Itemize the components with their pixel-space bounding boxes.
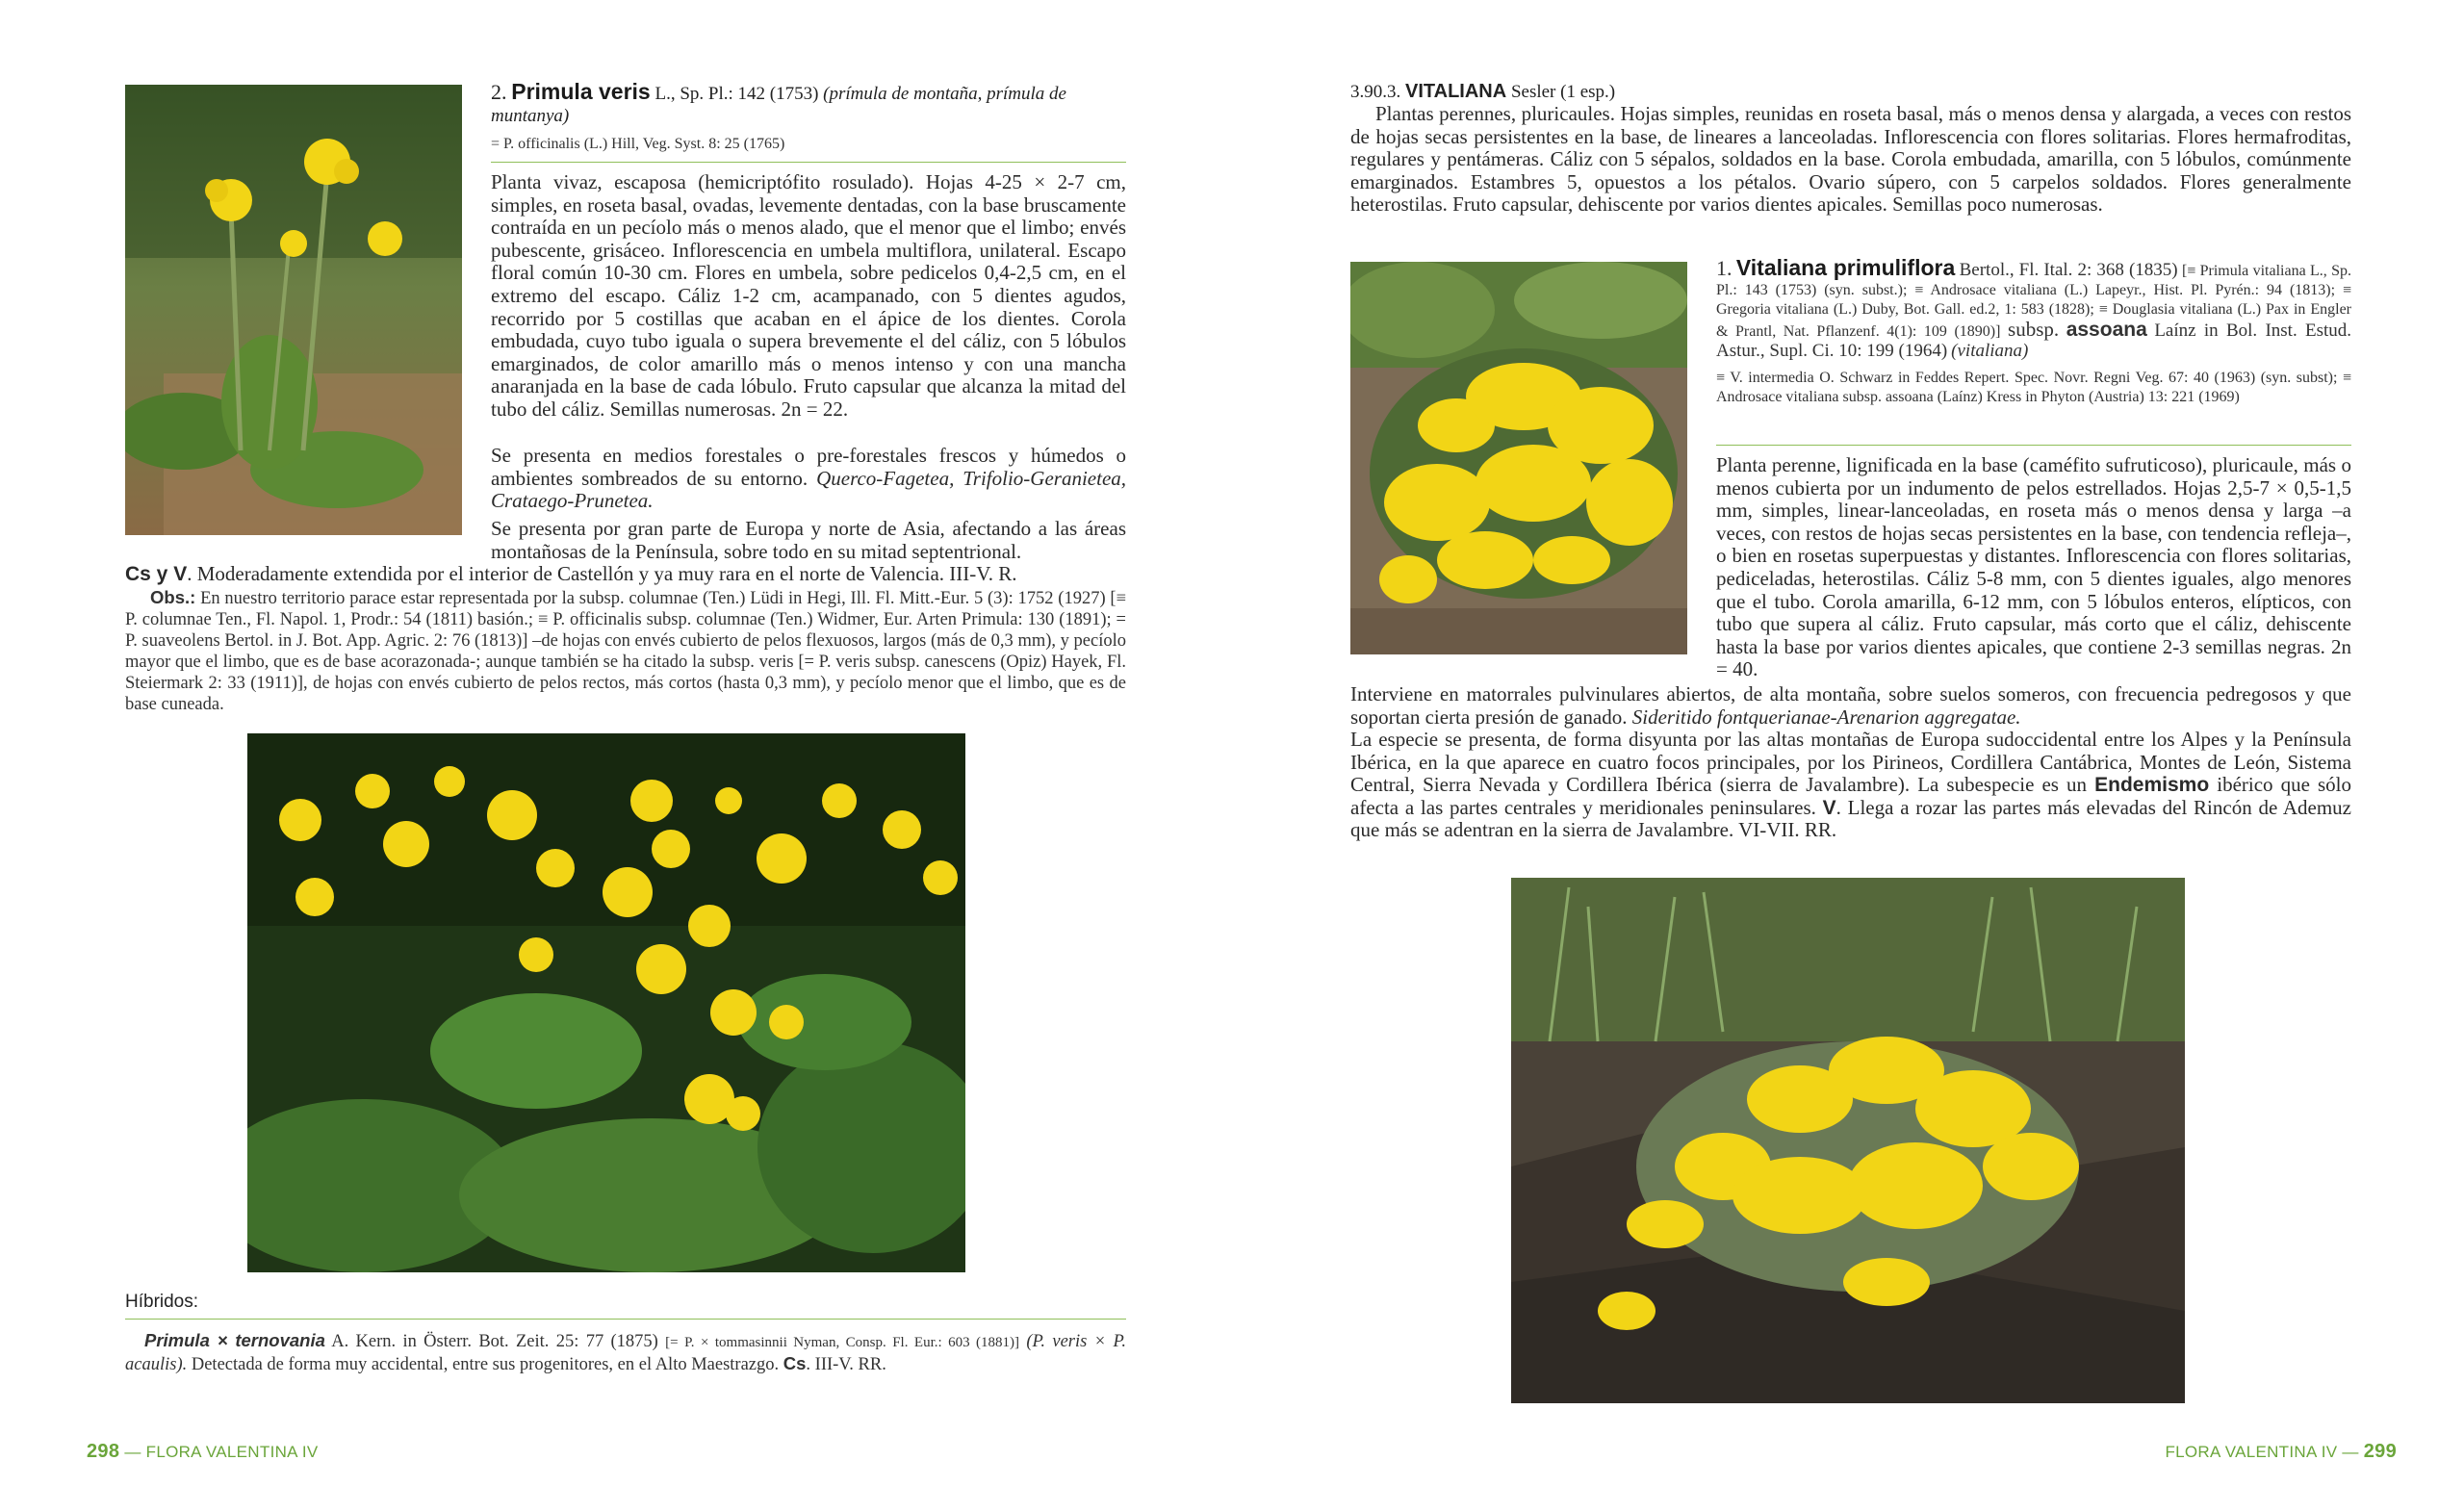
hybrid-author: A. Kern. in Österr. Bot. Zeit. 25: 77 (1875)	[331, 1332, 658, 1351]
vitaliana-author: Bertol., Fl. Ital. 2: 368 (1835)	[1959, 260, 2178, 280]
hybrid-region: Cs	[783, 1353, 807, 1373]
species-number: 2.	[491, 80, 507, 104]
primula-veris-photo-portrait	[125, 85, 462, 535]
distribution: Se presenta por gran parte de Europa y norte de Asia, afectando a las áreas montañosas de la Península, sobre todo en su mitad septentrional.	[491, 517, 1126, 563]
vitaliana-header	[1716, 255, 2352, 407]
vitaliana-number: 1.	[1716, 256, 1732, 280]
common-name: (prímula de montaña, prímula de muntanya)	[491, 84, 1066, 126]
vitaliana-distribution-text-3: . Llega a rozar las partes más elevadas del Rincón de Ademuz que más se adentran en la sierra de Javalambre. VI-VII. RR.	[1350, 795, 2351, 842]
habitat	[491, 445, 1126, 513]
vitaliana-synonyms-2: ≡ V. intermedia O. Schwarz in Feddes Repert. Spec. Novr. Regni Veg. 67: 40 (1963) (syn. subst); ≡ Androsace vitaliana subsp. assoana (Laínz) Kress in Phyton (Austria) 13: 221 (1969)	[1716, 370, 2351, 405]
vitaliana-synonyms: [≡ Primula vitaliana L., Sp. Pl.: 143 (1753) (syn. subst.); ≡ Androsace vitaliana (L.) Lapeyr., Hist. Pl. Pyrén.: 94 (1813); ≡ Gregoria vitaliana (L.) Duby, Bot. Gall. ed.2, 1: 583 (1828); ≡ Douglasia vitaliana (L.) Pax in Engler & Prantl, Nat. Pflanzenf. 4(1): 109 (1890)]	[1716, 263, 2352, 340]
species-header	[491, 81, 1126, 154]
hybrid-text: Detectada de forma muy accidental, entre sus progenitores, en el Alto Maestrazgo.	[191, 1355, 780, 1374]
obs-label: Obs.:	[150, 587, 196, 607]
hybrid-name: Primula × ternovania	[144, 1330, 325, 1350]
region-code: Cs y V	[125, 563, 188, 585]
species-name: Primula veris	[511, 79, 651, 104]
species-author: L., Sp. Pl.: 142 (1753)	[654, 84, 819, 104]
habitat-syntaxa: Querco-Fagetea, Trifolio-Geranietea, Crataego-Prunetea.	[491, 466, 1127, 513]
running-title-left: — FLORA VALENTINA IV	[124, 1443, 319, 1461]
species-description: Planta vivaz, escaposa (hemicriptófito rosulado). Hojas 4-25 × 2-7 cm, simples, en roseta basal, ovadas, levemente dentadas, con la base bruscamente contraída en un pecíolo más o menos alado, que el menor que el limbo; envés pubescente, grisáceo. Inflorescencia en umbela multiflora, unilateral. Escapo floral común 10-30 cm. Flores en umbela, sobre pedicelos 0,4-2,5 cm, en el extremo del escapo. Cáliz 1-2 cm, acampanado, con 5 dientes agudos, recorrido por 5 costillas que acaban en el ápice de los dientes. Corola embudada, cuyo tubo iguala o supera brevemente el del cáliz, con 5 lóbulos emarginados, de color amarillo más o menos intenso y con una mancha anaranjada en la base de cada lóbulo. Fruto capsular que alcanza la mitad del tubo del cáliz. Semillas numerosas. 2n = 22.	[491, 170, 1126, 421]
habitat-text: Se presenta en medios forestales o pre-forestales frescos y húmedos o ambientes sombreados de su entorno.	[491, 444, 1126, 490]
genus-author: Sesler (1 esp.)	[1510, 82, 1616, 102]
subsp-author: Laínz in Bol. Inst. Estud. Astur., Supl. Ci. 10: 199 (1964)	[1716, 320, 2352, 361]
genus-name: VITALIANA	[1405, 81, 1507, 102]
header-rule	[491, 162, 1126, 163]
observations	[125, 587, 1126, 715]
hybrid-entry	[125, 1330, 1126, 1375]
left-footer	[87, 1441, 319, 1463]
vitaliana-habitat	[1350, 683, 2351, 729]
vitaliana-distribution-text: La especie se presenta, de forma disyunta por las altas montañas de Europa sudoccidental entre los Alpes y la Península Ibérica, en la que aparece en cuatro focos principales, por los Pirineos, Cordillera Cantábrica, Montes de León, Sistema Central, Sierra Nevada y Cordillera Ibérica (sierra de Javalambre). La subespecie es un	[1350, 728, 2351, 797]
genus-description: Plantas perennes, pluricaules. Hojas simples, reunidas en roseta basal, más o menos densa y alargada, a veces con restos de hojas secas persistentes en la base, de lineares a lanceoladas. Inflorescencia con flores solitarias. Flores hermafroditas, regulares y pentámeras. Cáliz con 5 sépalos, soldados en la base. Corola embudada, amarilla, con 5 lóbulos, comúnmente emarginados. Estambres 5, opuestos a los pétalos. Ovario súpero, con 5 carpelos soldados. Flores generalmente heterostilas. Fruto capsular, dehiscente por varios dientes apicales. Semillas poco numerosas.	[1350, 102, 2351, 217]
vitaliana-distribution-text-2: ibérico que sólo afecta a las partes centrales y meridionales peninsulares.	[1350, 773, 2352, 819]
genus-header	[1350, 81, 1615, 103]
vitaliana-distribution	[1350, 729, 2351, 842]
distribution-regional	[125, 563, 1126, 586]
hybrid-phenology: . III-V. RR.	[806, 1355, 886, 1374]
obs-text: En nuestro territorio parace estar representada por la subsp. columnae (Ten.) Lüdi in Hegi, Ill. Fl. Mitt.-Eur. 5 (3): 1752 (1927) [≡ P. columnae Ten., Fl. Napol. 1, Prodr.: 54 (1811) basión.; ≡ P. officinalis subsp. columnae (Ten.) Widmer, Eur. Arten Primula: 130 (1891); = P. suaveolens Bertol. in J. Bot. App. Agric. 2: 76 (1813)] –de hojas con envés cubierto de pelos flexuosos, largos (más de 0,3 mm), y pecíolo mayor que el limbo, que es de base acorazonada-; aunque también se ha citado la subsp. veris [= P. veris subsp. canescens (Opiz) Hayek, Fl. Steiermark 2: 33 (1911)], de hojas con envés cubierto de pelos rectos, más cortos (hasta 0,3 mm), y pecíolo menor que el limbo, que es de base cuneada.	[125, 589, 1127, 714]
vitaliana-description: Planta perenne, lignificada en la base (caméfito sufruticoso), pluricaule, más o menos cubierta por un indumento de pelos estrellados. Hojas 2,5-7 × 0,5-1,5 mm, simples, linear-lanceoladas, en roseta más o menos densa y larga –a veces, con restos de hojas secas persistentes en la base, con tendencia refleja–, o bien en rosetas superpuestas y distantes. Inflorescencia con flores solitarias, pediceladas, heterostilas. Cáliz 5-8 mm, con 5 dientes iguales, algo menores que el tubo. Corola amarilla, 6-12 mm, con 5 lóbulos enteros, elípticos, con tubo que supera al cáliz. Fruto capsular, más corto que el cáliz, dehiscente hasta la base por varios dientes apicales, que contiene 2-3 semillas negras. 2n = 40.	[1716, 453, 2351, 681]
endemism-label: Endemismo	[2094, 774, 2210, 797]
hybrids-label: Híbridos:	[125, 1292, 199, 1312]
vitaliana-region: V	[1822, 796, 1836, 819]
vitaliana-photo-portrait	[1350, 262, 1687, 654]
hybrid-parents: (P. veris × P. acaulis).	[125, 1332, 1127, 1374]
hybrids-rule	[125, 1319, 1126, 1320]
vitaliana-photo-landscape	[1511, 878, 2185, 1403]
subsp-name: assoana	[2066, 319, 2147, 341]
vitaliana-name: Vitaliana primuliflora	[1735, 255, 1956, 280]
distribution-regional-text: . Moderadamente extendida por el interior de Castellón y ya muy rara en el norte de Valencia. III-V. R.	[187, 562, 1017, 585]
vitaliana-rule	[1716, 445, 2351, 446]
vitaliana-common: (vitaliana)	[1951, 341, 2029, 361]
right-page	[1232, 0, 2464, 1512]
right-footer	[2165, 1441, 2397, 1463]
genus-code: 3.90.3.	[1350, 82, 1401, 102]
subsp-label: subsp.	[2008, 318, 2060, 341]
vitaliana-habitat-syntaxa: Sideritido fontquerianae-Arenarion aggregatae.	[1631, 705, 2021, 729]
synonym: = P. officinalis (L.) Hill, Veg. Syst. 8: 25 (1765)	[491, 136, 785, 152]
vitaliana-habitat-text: Interviene en matorrales pulvinulares abiertos, de alta montaña, sobre suelos someros, con frecuencia pedregosos y que soportan cierta presión de ganado.	[1350, 682, 2351, 729]
primula-veris-photo-landscape	[247, 733, 965, 1272]
page-number-right: 299	[2363, 1441, 2397, 1462]
running-title-right: FLORA VALENTINA IV —	[2165, 1443, 2359, 1461]
page-number-left: 298	[87, 1441, 120, 1462]
hybrid-synonym: [= P. × tommasinnii Nyman, Consp. Fl. Eur.: 603 (1881)]	[665, 1335, 1020, 1350]
